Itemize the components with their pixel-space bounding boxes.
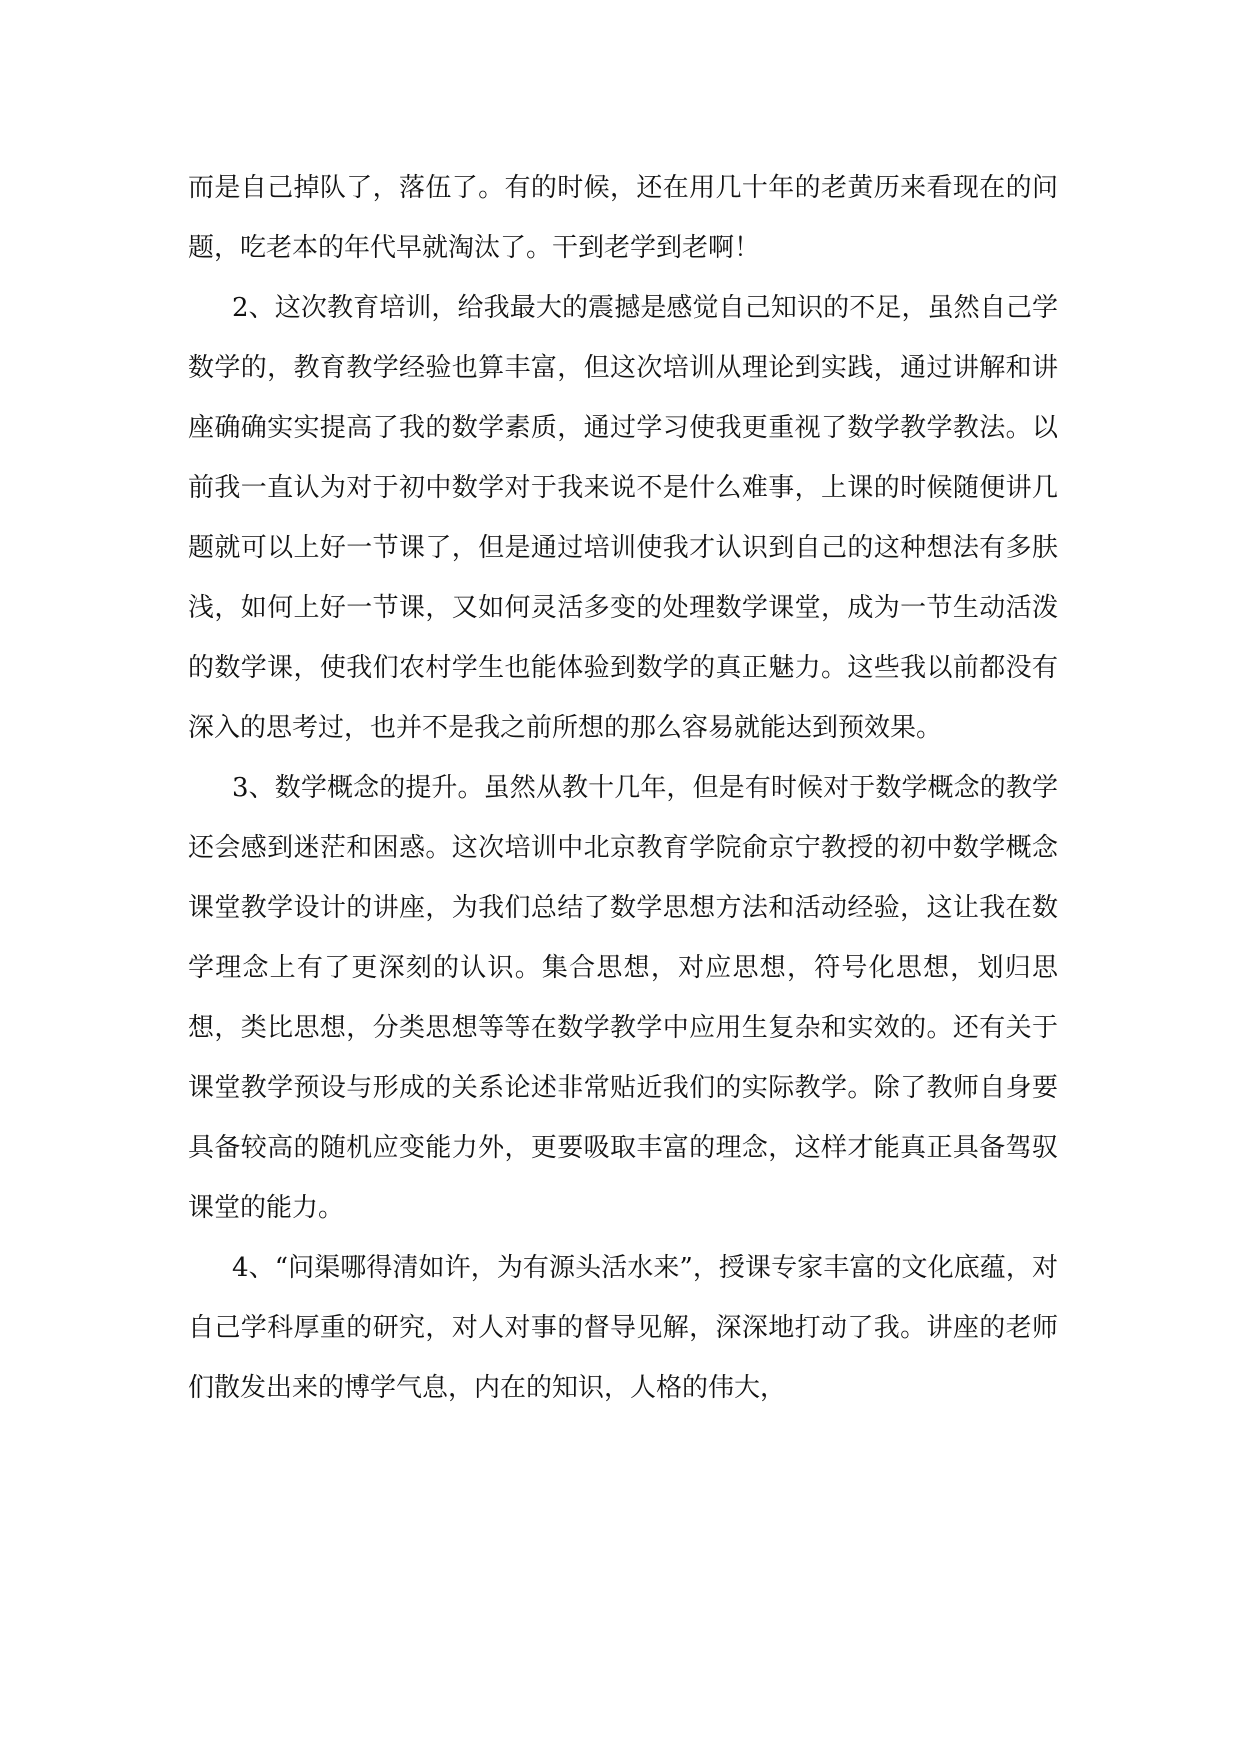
- paragraph-point-2: 2、这次教育培训，给我最大的震撼是感觉自己知识的不足，虽然自己学数学的，教育教学经验也算丰富，但这次培训从理论到实践，通过讲解和讲座确确实实提高了我的数学素质，通过学习使我更重视了数学教学教法。以前我一直认为对于初中数学对于我来说不是什么难事，上课的时候随便讲几题就可以上好一节课了，但是通过培训使我才认识到自己的这种想法有多肤浅，如何上好一节课，又如何灵活多变的处理数学课堂，成为一节生动活泼的数学课，使我们农村学生也能体验到数学的真正魅力。这些我以前都没有深入的思考过，也并不是我之前所想的那么容易就能达到预效果。: [188, 293, 1058, 743]
- document-body: [188, 158, 1058, 1418]
- paragraph-continuation: 而是自己掉队了，落伍了。有的时候，还在用几十年的老黄历来看现在的问题，吃老本的年代早就淘汰了。干到老学到老啊！: [188, 173, 1058, 263]
- paragraph-point-4: 4、“问渠哪得清如许，为有源头活水来”，授课专家丰富的文化底蕴，对自己学科厚重的研究，对人对事的督导见解，深深地打动了我。讲座的老师们散发出来的博学气息，内在的知识，人格的伟大，: [188, 1253, 1058, 1403]
- paragraph-point-3: 3、数学概念的提升。虽然从教十几年，但是有时候对于数学概念的教学还会感到迷茫和困惑。这次培训中北京教育学院俞京宁教授的初中数学概念课堂教学设计的讲座，为我们总结了数学思想方法和活动经验，这让我在数学理念上有了更深刻的认识。集合思想，对应思想，符号化思想，划归思想，类比思想，分类思想等等在数学教学中应用生复杂和实效的。还有关于课堂教学预设与形成的关系论述非常贴近我们的实际教学。除了教师自身要具备较高的随机应变能力外，更要吸取丰富的理念，这样才能真正具备驾驭课堂的能力。: [188, 773, 1058, 1223]
